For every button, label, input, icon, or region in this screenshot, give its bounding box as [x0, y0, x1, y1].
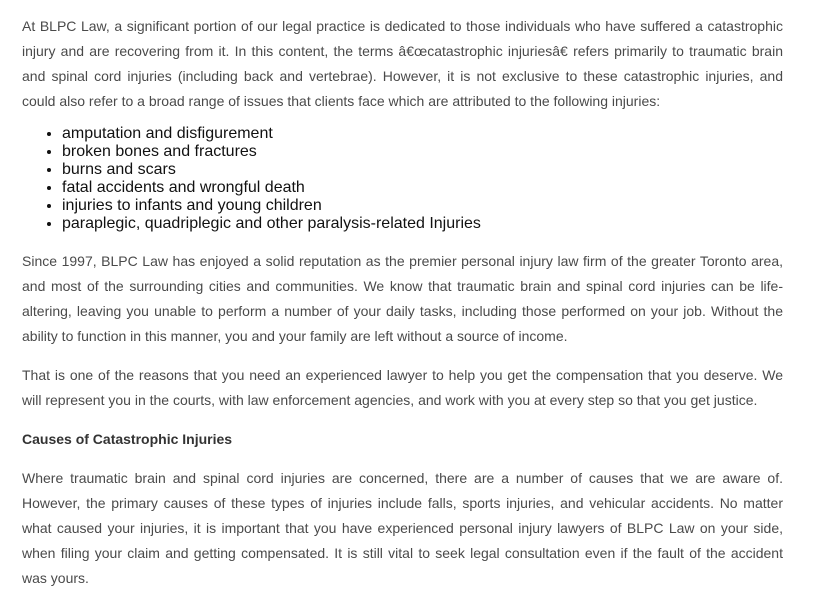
reputation-paragraph: Since 1997, BLPC Law has enjoyed a solid reputation as the premier personal injury law firm of the greater Toronto area, and most of the surrounding cities and communities. We know that traumatic brain and spinal cord injuries can be life-altering, leaving you unable to perform a number of your daily tasks, including those performed on your job. Without the ability to function in this manner, you and your family are left without a source of income. — [22, 253, 783, 344]
list-item: • broken bones and fractures — [62, 143, 783, 161]
list-item: • amputation and disfigurement — [62, 125, 783, 143]
list-item: • injuries to infants and young children — [62, 197, 783, 215]
injury-list — [22, 125, 783, 233]
lawyer-paragraph: That is one of the reasons that you need an experienced lawyer to help you get the compensation that you deserve. We will represent you in the courts, with law enforcement agencies, and work with you at every step so that you get justice. — [22, 367, 783, 408]
causes-heading: Causes of Catastrophic Injuries — [22, 431, 233, 447]
intro-paragraph: At BLPC Law, a significant portion of our legal practice is dedicated to those individuals who have suffered a catastrophic injury and are recovering from it. In this content, the terms â€œcatastrophic injuriesâ€ refers primarily to traumatic brain and spinal cord injuries (including back and vertebrae). However, it is not exclusive to these catastrophic injuries, and could also refer to a broad range of issues that clients face which are attributed to the following injuries: — [22, 18, 783, 109]
list-item: • paraplegic, quadriplegic and other paralysis-related Injuries — [62, 215, 783, 233]
list-item: • fatal accidents and wrongful death — [62, 179, 783, 197]
list-item: • burns and scars — [62, 161, 783, 179]
causes-paragraph: Where traumatic brain and spinal cord injuries are concerned, there are a number of causes that we are aware of. However, the primary causes of these types of injuries include falls, sports injuries, and vehicular accidents. No matter what caused your injuries, it is important that you have experienced personal injury lawyers of BLPC Law on your side, when filing your claim and getting compensated. It is still vital to seek legal consultation even if the fault of the accident was yours. — [22, 470, 783, 586]
